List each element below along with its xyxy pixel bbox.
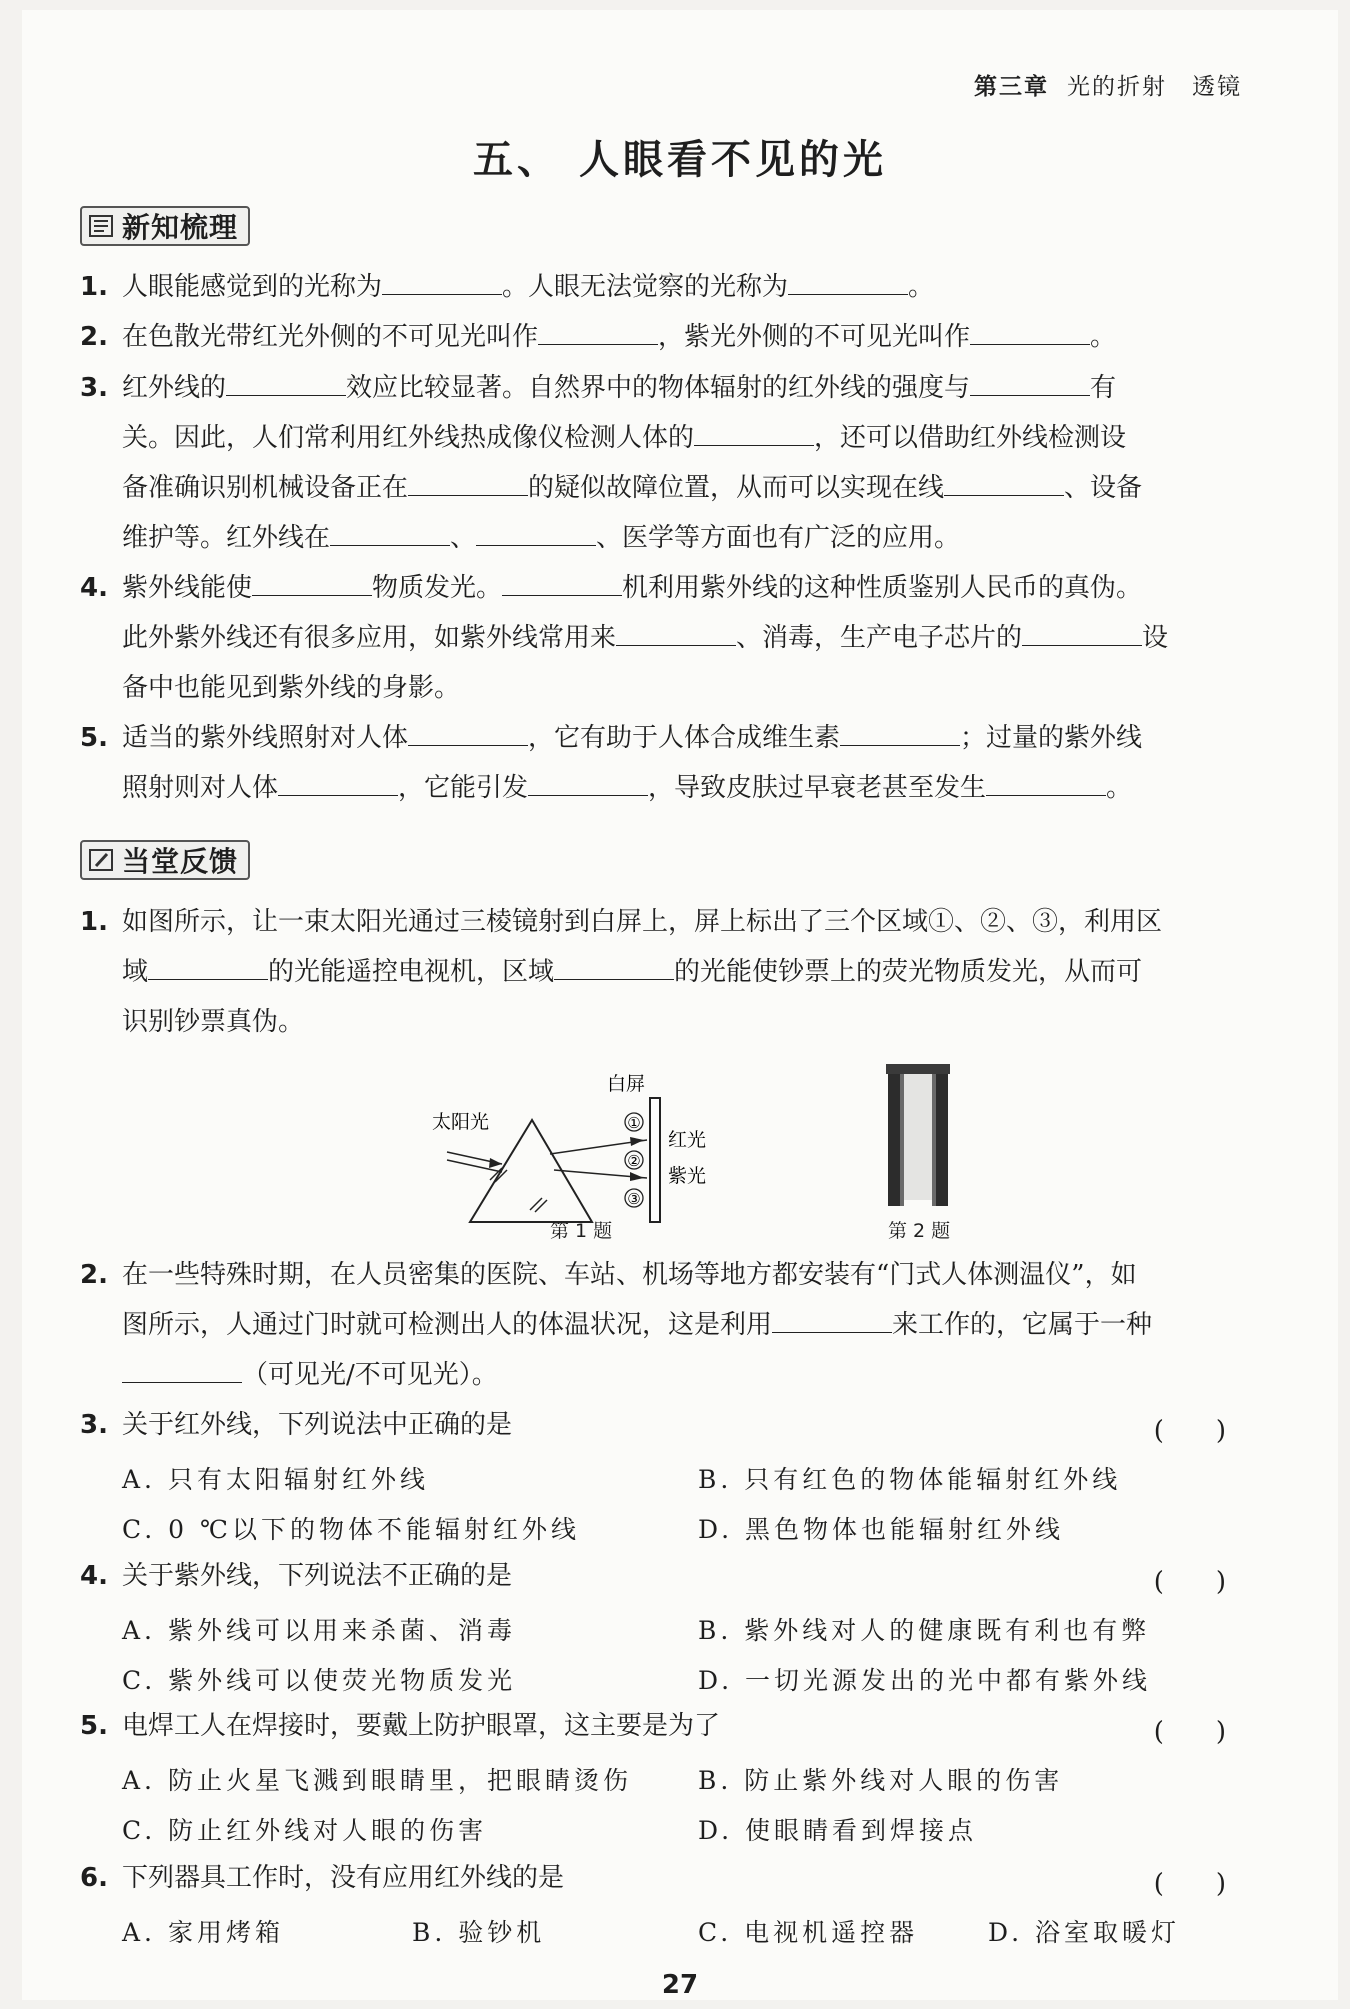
fb-q2-line2: 图所示，人通过门时就可检测出人的体温状况，这是利用 来工作的，它属于一种	[122, 1310, 1153, 1340]
option-c[interactable]: C. 电视机遥控器	[698, 1918, 919, 1947]
answer-blank[interactable]	[408, 473, 528, 496]
figure1-caption: 第 1 题	[550, 1220, 613, 1242]
answer-blank[interactable]	[226, 373, 346, 396]
answer-blank[interactable]	[788, 272, 908, 295]
option-c[interactable]: C. 防止红外线对人眼的伤害	[122, 1816, 488, 1845]
answer-blank[interactable]	[476, 523, 596, 546]
white-screen	[650, 1098, 660, 1222]
answer-blank[interactable]	[528, 773, 648, 796]
new-q3-line3: 备准确识别机械设备正在 的疑似故障位置，从而可以实现在线 、设备	[122, 473, 1143, 503]
fb-q1-line3: 识别钞票真伪。	[122, 1007, 305, 1037]
option-b[interactable]: B. 防止紫外线对人眼的伤害	[698, 1766, 1064, 1795]
option-b[interactable]: B. 验钞机	[412, 1918, 546, 1947]
answer-blank[interactable]	[944, 473, 1064, 496]
fb-q2: 2. 在一些特殊时期，在人员密集的医院、车站、机场等地方都安装有“门式人体测温仪”，如	[80, 1260, 1137, 1290]
option-d[interactable]: D. 浴室取暖灯	[988, 1918, 1181, 1947]
fb-q4: 4. 关于紫外线，下列说法不正确的是	[80, 1561, 513, 1591]
answer-blank[interactable]	[252, 573, 372, 596]
temperature-gate-figure	[880, 1060, 960, 1210]
answer-bracket[interactable]: ( )	[1153, 1416, 1226, 1446]
option-b[interactable]: B. 紫外线对人的健康既有利也有弊	[698, 1616, 1151, 1645]
option-a[interactable]: A. 家用烤箱	[122, 1918, 284, 1947]
screen-label: 白屏	[607, 1073, 646, 1095]
answer-blank[interactable]	[278, 773, 398, 796]
answer-blank[interactable]	[408, 723, 528, 746]
answer-blank[interactable]	[122, 1360, 242, 1383]
answer-bracket[interactable]: ( )	[1153, 1567, 1226, 1597]
option-d[interactable]: D. 黑色物体也能辐射红外线	[698, 1515, 1065, 1544]
fb-q5: 5. 电焊工人在焊接时，要戴上防护眼罩，这主要是为了	[80, 1711, 721, 1741]
option-d[interactable]: D. 一切光源发出的光中都有紫外线	[698, 1666, 1152, 1695]
chapter-subtitle: 光的折射 透镜	[1067, 74, 1242, 100]
answer-blank[interactable]	[554, 957, 674, 980]
fb-q1-line2: 域 的光能遥控电视机，区域 的光能使钞票上的荧光物质发光，从而可	[122, 957, 1143, 987]
new-q4-line2: 此外紫外线还有很多应用，如紫外线常用来 、消毒，生产电子芯片的 设	[122, 623, 1169, 653]
new-q2: 2. 在色散光带红光外侧的不可见光叫作 ，紫光外侧的不可见光叫作 。	[80, 322, 1117, 352]
new-q4-line3: 备中也能见到紫外线的身影。	[122, 673, 461, 703]
svg-text:③: ③	[627, 1190, 641, 1208]
pencil-note-icon	[88, 847, 114, 873]
answer-blank[interactable]	[970, 373, 1090, 396]
answer-blank[interactable]	[970, 322, 1090, 345]
book-icon	[88, 213, 114, 239]
page-title: 五、 人眼看不见的光	[473, 136, 887, 183]
new-q4: 4. 紫外线能使 物质发光。 机利用紫外线的这种性质鉴别人民币的真伪。	[80, 573, 1143, 603]
new-q5: 5. 适当的紫外线照射对人体 ，它有助于人体合成维生素 ；过量的紫外线	[80, 723, 1143, 753]
answer-blank[interactable]	[538, 322, 658, 345]
option-a[interactable]: A. 防止火星飞溅到眼睛里，把眼睛烫伤	[122, 1766, 632, 1795]
red-light-label: 红光	[668, 1129, 707, 1151]
new-q5-line2: 照射则对人体 ，它能引发 ，导致皮肤过早衰老甚至发生 。	[122, 773, 1133, 803]
figure2-caption: 第 2 题	[888, 1220, 951, 1242]
fb-q1: 1. 如图所示，让一束太阳光通过三棱镜射到白屏上，屏上标出了三个区域①、②、③，利用区	[80, 907, 1163, 937]
new-q1: 1. 人眼能感觉到的光称为 。人眼无法觉察的光称为 。	[80, 272, 935, 302]
answer-bracket[interactable]: ( )	[1153, 1717, 1226, 1747]
option-b[interactable]: B. 只有红色的物体能辐射红外线	[698, 1465, 1122, 1494]
sunlight-label: 太阳光	[432, 1111, 490, 1133]
section-title: 当堂反馈	[122, 845, 239, 878]
answer-blank[interactable]	[840, 723, 960, 746]
chapter-label: 第三章	[974, 74, 1049, 100]
section-heading-feedback	[80, 840, 250, 880]
fb-q2-line3: （可见光/不可见光）。	[122, 1360, 498, 1390]
prism-dispersion-figure	[402, 1060, 732, 1240]
new-q3: 3. 红外线的 效应比较显著。自然界中的物体辐射的红外线的强度与 有	[80, 373, 1117, 403]
page-number: 27	[661, 1970, 699, 2000]
answer-blank[interactable]	[694, 423, 814, 446]
option-d[interactable]: D. 使眼睛看到焊接点	[698, 1816, 978, 1845]
option-c[interactable]: C. 紫外线可以使荧光物质发光	[122, 1666, 517, 1695]
answer-blank[interactable]	[382, 272, 502, 295]
violet-light-label: 紫光	[668, 1165, 707, 1187]
answer-blank[interactable]	[330, 523, 450, 546]
section-heading-new	[80, 206, 250, 246]
answer-blank[interactable]	[502, 573, 622, 596]
fb-q6: 6. 下列器具工作时，没有应用红外线的是	[80, 1863, 565, 1893]
running-header	[974, 68, 1242, 101]
answer-blank[interactable]	[772, 1310, 892, 1333]
svg-text:①: ①	[627, 1114, 641, 1132]
new-q3-line4: 维护等。红外线在 、 、医学等方面也有广泛的应用。	[122, 523, 961, 553]
fb-q3: 3. 关于红外线，下列说法中正确的是	[80, 1410, 513, 1440]
new-q3-line2: 关。因此，人们常利用红外线热成像仪检测人体的 ，还可以借助红外线检测设	[122, 423, 1127, 453]
option-c[interactable]: C. 0 ℃以下的物体不能辐射红外线	[122, 1515, 580, 1544]
option-a[interactable]: A. 只有太阳辐射红外线	[122, 1465, 429, 1494]
workbook-page	[22, 10, 1338, 2000]
answer-blank[interactable]	[1022, 623, 1142, 646]
svg-text:②: ②	[627, 1152, 641, 1170]
answer-blank[interactable]	[986, 773, 1106, 796]
answer-blank[interactable]	[148, 957, 268, 980]
option-a[interactable]: A. 紫外线可以用来杀菌、消毒	[122, 1616, 516, 1645]
answer-bracket[interactable]: ( )	[1153, 1869, 1226, 1899]
answer-blank[interactable]	[616, 623, 736, 646]
section-title: 新知梳理	[122, 211, 239, 244]
